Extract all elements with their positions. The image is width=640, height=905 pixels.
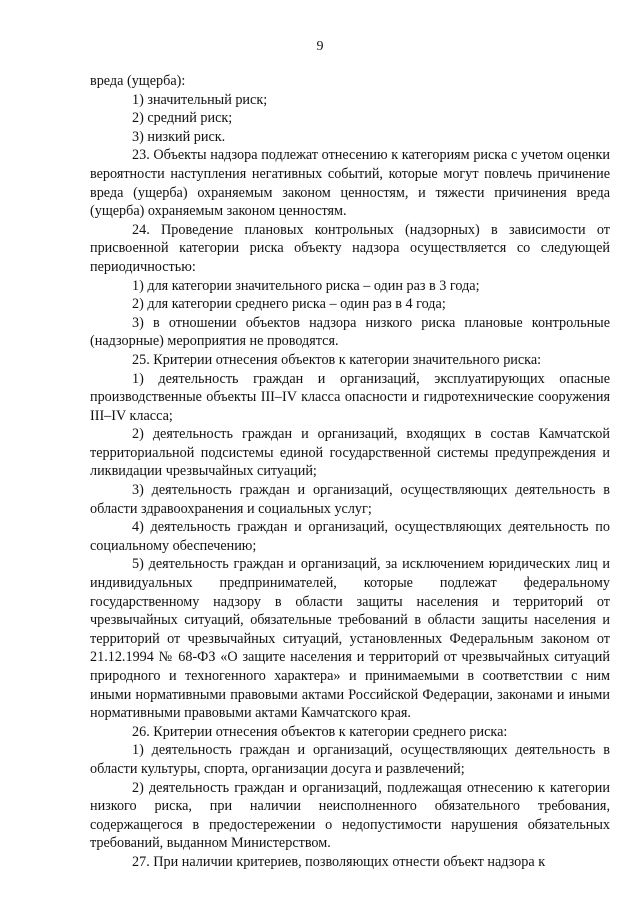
paragraph: 24. Проведение плановых контрольных (надзорных) в зависимости от присвоенной категории риска объекту надзора осуществляется со следующей периодичностью:: [90, 221, 610, 275]
paragraph: 3) в отношении объектов надзора низкого риска плановые контрольные (надзорные) мероприятия не проводятся.: [90, 314, 610, 350]
paragraph: 25. Критерии отнесения объектов к категории значительного риска:: [132, 351, 542, 368]
paragraph: 2) деятельность граждан и организаций, входящих в состав Камчатской территориальной подсистемы единой государственной системы предупреждения и ликвидации чрезвычайных ситуаций;: [90, 426, 610, 480]
paragraph: 2) средний риск;: [132, 110, 233, 127]
page-number: 9: [316, 39, 324, 54]
paragraph: 1) значительный риск;: [132, 91, 268, 108]
paragraph: 3) деятельность граждан и организаций, осуществляющих деятельность в области здравоохранения и социальных услуг;: [90, 482, 610, 517]
paragraph: 1) деятельность граждан и организаций, эксплуатирующих опасные производственные объекты III–IV класса опасности и гидротехнические сооружения III–IV класса;: [90, 370, 610, 424]
paragraph: 27. При наличии критериев, позволяющих отнести объект надзора к: [132, 853, 546, 870]
paragraph: 5) деятельность граждан и организаций, за исключением юридических лиц и индивидуальных предпринимателей, которые подлежат федеральному государственному надзору в области защиты населения и территорий от чрезвычайных ситуаций, обязательные требований в области защиты населения и территорий от чрезвычайных ситуаций, установленных Федеральным законом от 21.12.1994 № 68-ФЗ «О защите населения и территорий от чрезвычайных ситуаций природного и техногенного характера» и принимаемыми в соответствии с ним иными нормативными правовыми актами Российской Федерации, законами и иными нормативными правовыми актами Камчатского края.: [90, 556, 610, 722]
paragraph: 1) деятельность граждан и организаций, осуществляющих деятельность в области культуры, спорта, организации досуга и развлечений;: [90, 742, 610, 777]
paragraph: 26. Критерии отнесения объектов к категории среднего риска:: [132, 723, 508, 740]
paragraph: 1) для категории значительного риска – один раз в 3 года;: [132, 277, 480, 294]
paragraph: 2) деятельность граждан и организаций, подлежащая отнесению к категории низкого риска, при наличии неисполненного обязательного требования, содержащегося в предостережении о недопустимости нарушения обязательных требований, выданном Министерством.: [90, 779, 610, 852]
paragraph: вреда (ущерба):: [90, 73, 186, 89]
paragraph: 23. Объекты надзора подлежат отнесению к категориям риска с учетом оценки вероятности наступления негативных событий, которые могут повлечь причинение вреда (ущерба) охраняемым законом ценностям, и тяжести причинения вреда (ущерба) охраняемым законом ценностям.: [90, 147, 610, 220]
paragraph: 2) для категории среднего риска – один раз в 4 года;: [132, 296, 446, 313]
paragraph: 3) низкий риск.: [132, 128, 226, 145]
paragraph: 4) деятельность граждан и организаций, осуществляющих деятельность по социальному обеспечению;: [90, 519, 610, 554]
document-body: [90, 72, 610, 872]
